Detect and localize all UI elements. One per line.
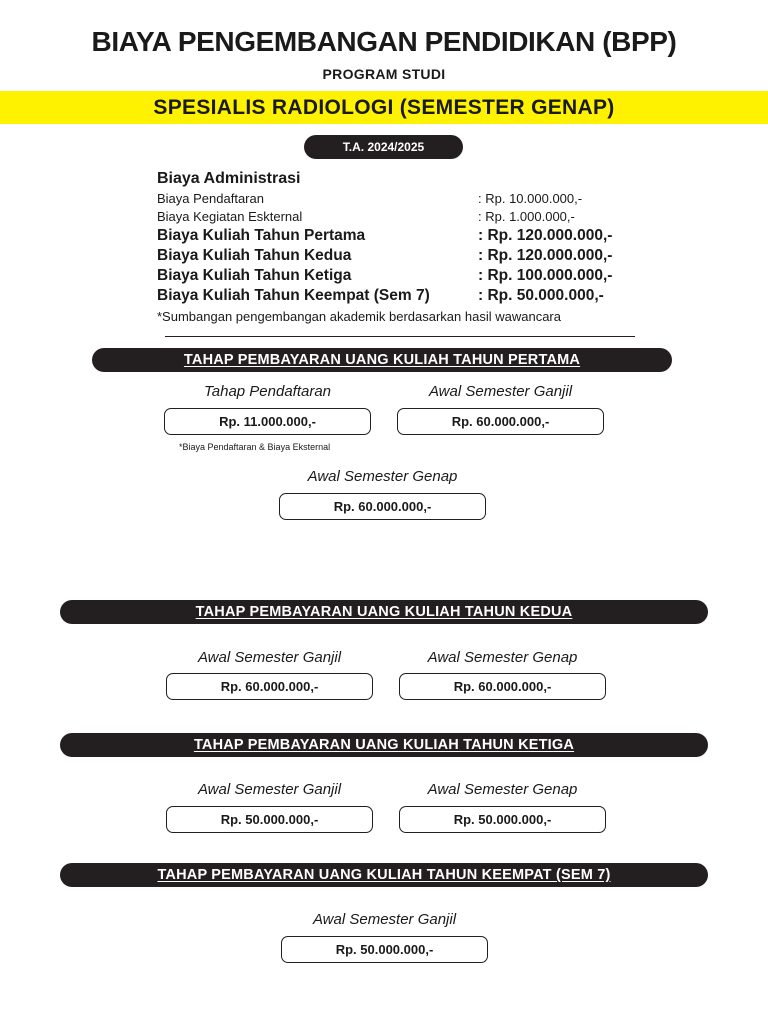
fee-value: : Rp. 120.000.000,- bbox=[478, 247, 613, 264]
stage-header-year3 bbox=[60, 733, 708, 757]
fee-label: Biaya Kegiatan Eskternal bbox=[157, 209, 303, 224]
fee-label: Biaya Pendaftaran bbox=[157, 191, 264, 206]
page-subtitle: PROGRAM STUDI bbox=[322, 66, 446, 82]
fee-value: : Rp. 1.000.000,- bbox=[478, 209, 575, 224]
stage-header-year1 bbox=[92, 348, 672, 372]
stage-label: Awal Semester Genap bbox=[427, 781, 578, 798]
fee-label: Biaya Kuliah Tahun Kedua bbox=[157, 247, 352, 264]
stage-label: Awal Semester Ganjil bbox=[312, 911, 457, 928]
fee-value: : Rp. 120.000.000,- bbox=[478, 227, 613, 244]
stage-title: TAHAP PEMBAYARAN UANG KULIAH TAHUN KEEMPAT (SEM 7) bbox=[157, 867, 611, 883]
amount-box: Rp. 11.000.000,- bbox=[164, 408, 371, 435]
page-title: BIAYA PENGEMBANGAN PENDIDIKAN (BPP) bbox=[91, 26, 677, 57]
stage-header-year2 bbox=[60, 600, 708, 624]
program-name: SPESIALIS RADIOLOGI (SEMESTER GENAP) bbox=[153, 96, 615, 119]
divider bbox=[165, 336, 635, 337]
fee-row bbox=[157, 286, 647, 306]
fee-label: Biaya Kuliah Tahun Pertama bbox=[157, 227, 366, 244]
stage-label: Tahap Pendaftaran bbox=[203, 383, 332, 400]
amount-box: Rp. 50.000.000,- bbox=[166, 806, 373, 833]
stage-label: Awal Semester Ganjil bbox=[197, 649, 342, 666]
stage-label: Awal Semester Ganjil bbox=[428, 383, 573, 400]
academic-year-badge: T.A. 2024/2025 bbox=[304, 135, 463, 159]
fee-value: : Rp. 50.000.000,- bbox=[478, 287, 604, 304]
stage-label: Awal Semester Genap bbox=[307, 468, 458, 485]
fee-note: *Sumbangan pengembangan akademik berdasarkan hasil wawancara bbox=[157, 309, 561, 324]
stage-title: TAHAP PEMBAYARAN UANG KULIAH TAHUN KEDUA bbox=[195, 604, 573, 620]
program-banner bbox=[0, 91, 768, 124]
fee-row bbox=[157, 208, 647, 226]
fee-label: Biaya Kuliah Tahun Ketiga bbox=[157, 267, 352, 284]
fee-row bbox=[157, 266, 647, 286]
fee-value: : Rp. 100.000.000,- bbox=[478, 267, 613, 284]
amount-box: Rp. 50.000.000,- bbox=[281, 936, 488, 963]
fee-row bbox=[157, 246, 647, 266]
fee-row bbox=[157, 226, 647, 246]
fee-value: : Rp. 10.000.000,- bbox=[478, 191, 583, 206]
amount-box: Rp. 60.000.000,- bbox=[279, 493, 486, 520]
stage-header-year4 bbox=[60, 863, 708, 887]
fee-row bbox=[157, 190, 647, 208]
fee-heading: Biaya Administrasi bbox=[157, 170, 301, 187]
amount-box: Rp. 60.000.000,- bbox=[399, 673, 606, 700]
registration-note: *Biaya Pendaftaran & Biaya Eksternal bbox=[179, 442, 331, 452]
stage-title: TAHAP PEMBAYARAN UANG KULIAH TAHUN KETIGA bbox=[193, 737, 575, 753]
stage-label: Awal Semester Ganjil bbox=[197, 781, 342, 798]
fee-summary bbox=[157, 170, 647, 324]
amount-box: Rp. 60.000.000,- bbox=[166, 673, 373, 700]
amount-box: Rp. 60.000.000,- bbox=[397, 408, 604, 435]
fee-label: Biaya Kuliah Tahun Keempat (Sem 7) bbox=[157, 287, 430, 304]
stage-label: Awal Semester Genap bbox=[427, 649, 578, 666]
stage-title: TAHAP PEMBAYARAN UANG KULIAH TAHUN PERTAMA bbox=[183, 352, 581, 368]
amount-box: Rp. 50.000.000,- bbox=[399, 806, 606, 833]
